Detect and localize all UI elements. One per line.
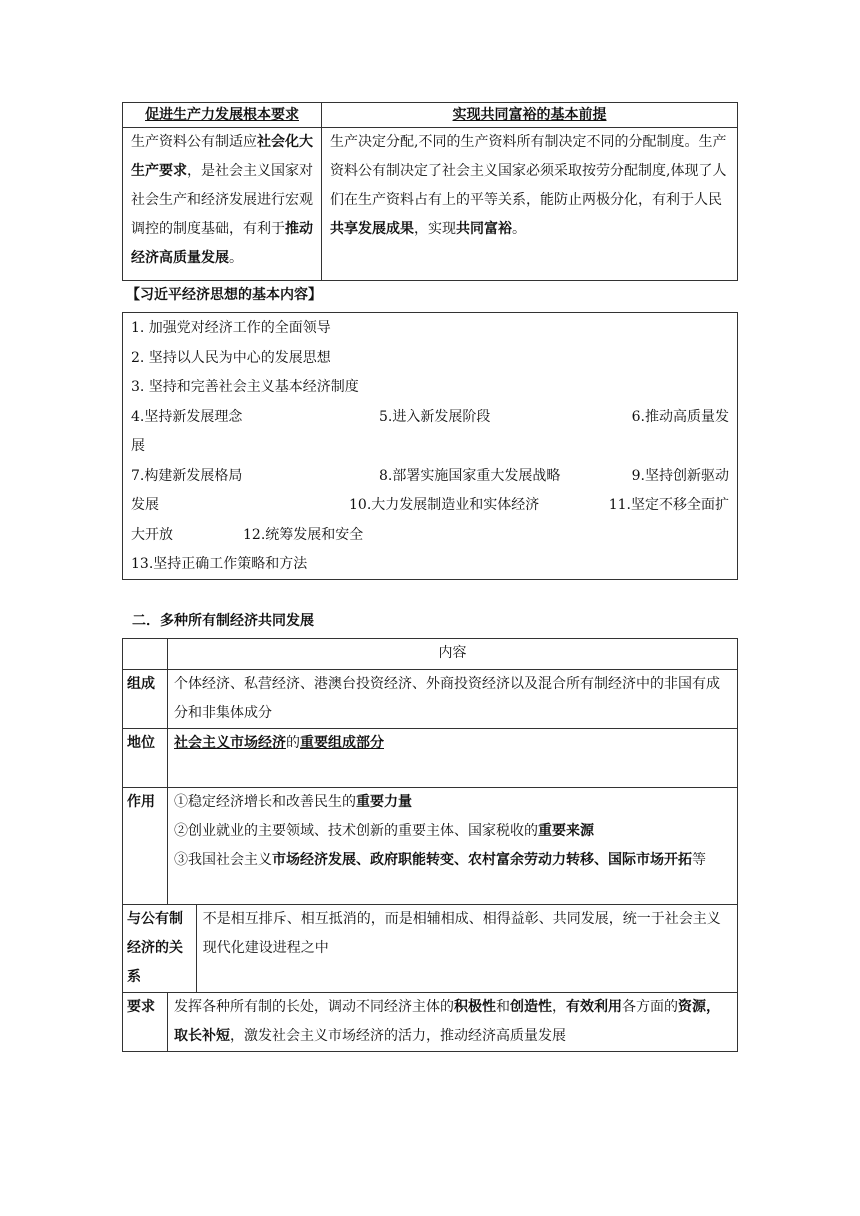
role-1-bold: 重要力量 <box>356 794 412 810</box>
thought-item-7: 7.构建新发展格局 <box>131 467 243 484</box>
col2-text-2: ，实现 <box>414 221 456 237</box>
col2-bold-2: 共同富裕 <box>456 221 512 237</box>
col2-bold-1: 共享发展成果 <box>330 221 414 237</box>
table2-corner <box>123 639 168 670</box>
thought-item-6: 6.推动高质量发 <box>631 408 729 425</box>
thought-row <box>131 491 729 521</box>
req-text-2: 和 <box>496 999 510 1015</box>
status-text: 的 <box>286 735 300 751</box>
col1-bold-1: 社会化 <box>257 134 299 150</box>
role-line-1 <box>174 788 731 817</box>
thought-content-box <box>122 312 738 580</box>
req-text-5: ，激发社会主义市场经济的活力，推动经济高质量发展 <box>230 1028 566 1044</box>
thought-item-11: 11.坚定不移全面扩 <box>608 497 729 513</box>
col2-header-text: 实现共同富裕的基本前提 <box>452 107 607 123</box>
role-1-text: ①稳定经济增长和改善民生的 <box>174 794 356 810</box>
thought-item-12: 12.统筹发展和安全 <box>243 526 364 543</box>
req-bold-4: 资源，取长补短 <box>174 999 720 1044</box>
table2-header: 内容 <box>168 639 738 670</box>
status-underline-1: 社会主义市场经济 <box>174 735 286 751</box>
role-2-text: ②创业就业的主要领域、技术创新的重要主体、国家税收的 <box>174 823 538 839</box>
thought-item-3: 3. 坚持和完善社会主义基本经济制度 <box>131 379 359 395</box>
thought-item-6-cont: 展 <box>131 438 145 454</box>
table1-cell-col2 <box>322 128 738 281</box>
thought-item-9: 9.坚持创新驱动 <box>631 467 729 484</box>
table1-cell-col1 <box>123 128 322 281</box>
thought-row <box>131 550 729 580</box>
col1-bold-3: 推动经济高质量发展 <box>131 221 313 266</box>
thought-item-4: 4.坚持新发展理念 <box>131 408 243 425</box>
col2-text: 生产决定分配,不同的生产资料所有制决定不同的分配制度。生产资料公有制决定了社会主义国家必须采取按劳分配制度,体现了人们在生产资料占有上的平等关系，能防止两极分化，有利于人民 <box>330 134 727 208</box>
role-line-2 <box>174 817 731 846</box>
table1-header-col2 <box>322 103 738 128</box>
req-text-4: 各方面的 <box>622 999 678 1015</box>
col1-text-2: ，是社会主义国家对社会生产和经济发展进行宏观调控的制度基础，有利于 <box>131 163 313 237</box>
fundamental-table <box>122 102 738 281</box>
section-title-thought: 【习近平经济思想的基本内容】 <box>126 287 322 303</box>
req-bold-1: 积极性 <box>454 999 496 1015</box>
col2-text-3: 。 <box>512 221 526 237</box>
req-bold-3: 有效利用 <box>566 999 622 1015</box>
thought-item-11-cont: 大开放 <box>131 526 173 543</box>
col1-text: 生产资料公有制适应 <box>131 134 257 150</box>
thought-item-2: 2. 坚持以人民为中心的发展思想 <box>131 349 331 366</box>
section-title-ownership: 二．多种所有制经济共同发展 <box>132 613 314 629</box>
row-content-status <box>168 729 738 788</box>
thought-item-13: 13.坚持正确工作策略和方法 <box>131 556 308 572</box>
thought-item-10: 10.大力发展制造业和实体经济 <box>349 497 540 513</box>
ownership-table <box>122 638 738 1052</box>
status-underline-2: 重要组成部分 <box>300 735 384 751</box>
col1-bold-2: 大生产要求 <box>131 134 313 179</box>
col1-header-text: 促进生产力发展根本要求 <box>145 107 299 123</box>
row-label-relation: 与公有制经济的关系 <box>123 905 197 993</box>
col1-text-3: 。 <box>229 250 243 266</box>
role-3-bold: 市场经济发展、政府职能转变、农村富余劳动力转移、国际市场开拓 <box>272 852 692 868</box>
req-text-1: 发挥各种所有制的长处，调动不同经济主体的 <box>174 999 454 1015</box>
req-text-3: ， <box>552 999 566 1015</box>
thought-row <box>131 462 729 492</box>
role-3-text: ③我国社会主义 <box>174 852 272 868</box>
req-bold-2: 创造性 <box>510 999 552 1015</box>
row-label-composition: 组成 <box>123 670 168 729</box>
role-2-bold: 重要来源 <box>538 823 594 839</box>
row-label-requirement: 要求 <box>123 993 168 1052</box>
thought-row <box>131 521 729 551</box>
thought-item <box>131 314 729 344</box>
thought-item-9-cont: 发展 <box>131 497 159 513</box>
thought-item-1: 1. 加强党对经济工作的全面领导 <box>131 320 331 336</box>
thought-item-5: 5.进入新发展阶段 <box>379 408 491 425</box>
role-3-text-2: 等 <box>692 852 706 868</box>
table1-header-col1 <box>123 103 322 128</box>
row-label-status: 地位 <box>123 729 168 788</box>
row-content-composition: 个体经济、私营经济、港澳台投资经济、外商投资经济以及混合所有制经济中的非国有成分和非集体成分 <box>168 670 738 729</box>
thought-item <box>131 344 729 374</box>
thought-item-8: 8.部署实施国家重大发展战略 <box>379 467 561 484</box>
thought-item <box>131 373 729 403</box>
row-content-role <box>168 788 738 905</box>
thought-row <box>131 403 729 433</box>
row-content-relation: 不是相互排斥、相互抵消的，而是相辅相成、相得益彰、共同发展，统一于社会主义现代化建设进程之中 <box>196 905 737 993</box>
row-content-requirement <box>168 993 738 1052</box>
row-label-role: 作用 <box>123 788 168 905</box>
thought-row <box>131 432 729 462</box>
role-line-3 <box>174 846 731 875</box>
